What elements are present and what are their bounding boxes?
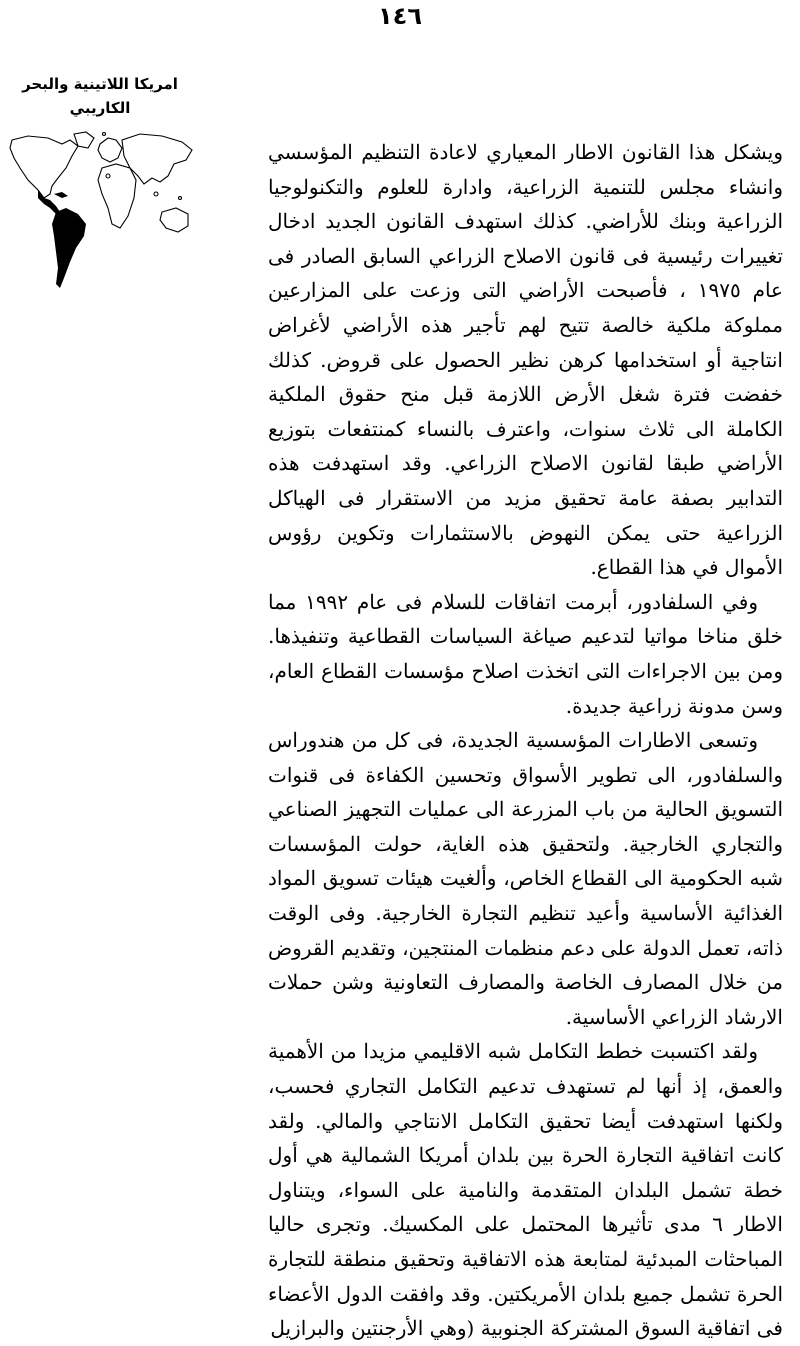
- sidebar-title-line2: الكاريبي: [69, 99, 131, 117]
- australia-shape: [160, 208, 188, 232]
- asia-shape: [122, 134, 192, 184]
- page-number: ١٤٦: [378, 2, 422, 30]
- world-map-icon: [4, 128, 196, 296]
- body-paragraph-1: ويشكل هذا القانون الاطار المعياري لاعادة التنظيم المؤسسي وانشاء مجلس للتنمية الزراعية، وادارة للعلوم والتكنولوجيا الزراعية وبنك للأراضي. كذلك استهدف القانون الجديد ادخال تغييرات رئيسية فى قانون الاصلاح الزراعي السابق الصادر فى عام ١٩٧٥ ، فأصبحت الأراضي التى وزعت على المزارعين مملوكة ملكية خالصة تتيح لهم تأجير هذه الأراضي لأغراض انتاجية أو استخدامها كرهن نظير الحصول على قروض. كذلك خفضت فترة شغل الأرض اللازمة قبل منح حقوق الملكية الكاملة الى ثلاث سنوات، واعترف بالنساء كمنتفعات بتوزيع الأراضي طبقا لقانون الاصلاح الزراعي. وقد استهدفت هذه التدابير بصفة عامة تحقيق مزيد من الاستقرار فى الهياكل الزراعية حتى يمكن النهوض بالاستثمارات وتكوين رؤوس الأموال في هذا القطاع.: [268, 140, 783, 580]
- body-paragraph-3: وتسعى الاطارات المؤسسية الجديدة، فى كل من هندوراس والسلفادور، الى تطوير الأسواق وتحسين الكفاءة فى قنوات التسويق الحالية من باب المزرعة الى عمليات التجهيز الصناعي والتجاري الخارجية. ولتحقيق هذه الغاية، حولت المؤسسات شبه الحكومية الى القطاع الخاص، وألغيت هيئات تسويق المواد الغذائية الأساسية وأعيد تنظيم التجارة الخارجية. وفى الوقت ذاته، تعمل الدولة على دعم منظمات المنتجين، وتقديم القروض من خلال المصارف الخاصة والمصارف التعاونية وشن حملات الارشاد الزراعي الأساسية.: [268, 728, 783, 1029]
- africa-shape: [98, 164, 136, 228]
- body-paragraph-4: ولقد اكتسبت خطط التكامل شبه الاقليمي مزيدا من الأهمية والعمق، إذ أنها لم تستهدف تدعيم التكامل التجاري فحسب، ولكنها استهدفت أيضا تحقيق التكامل الانتاجي والمالي. ولقد كانت اتفاقية التجارة الحرة بين بلدان أمريكا الشمالية هي أول خطة تشمل البلدان المتقدمة والنامية على السواء، ويتناول الاطار ٦ مدى تأثيرها المحتمل على المكسيك. وتجرى حاليا المباحثات المبدئية لمتابعة هذه الاتفاقية وتحقيق منطقة للتجارة الحرة تشمل جميع بلدان الأمريكتين. وقد وافقت الدول الأعضاء فى اتفاقية السوق المشتركة الجنوبية (وهي الأرجنتين والبرازيل: [268, 1039, 783, 1341]
- sidebar-title-line1: امريكا اللاتينية والبحر: [22, 75, 178, 93]
- article-body: [268, 135, 783, 1346]
- north-america-shape: [10, 136, 78, 198]
- body-paragraph-2: وفي السلفادور، أبرمت اتفاقات للسلام فى عام ١٩٩٢ مما خلق مناخا مواتيا لتدعيم صياغة السياسات القطاعية وتنفيذها. ومن بين الاجراءات التى اتخذت اصلاح مؤسسات القطاع العام، وسن مدونة زراعية جديدة.: [268, 589, 783, 718]
- caribbean-highlight: [54, 192, 68, 198]
- europe-shape: [98, 138, 122, 162]
- sidebar-region-label: [0, 72, 200, 296]
- south-america-highlight: [52, 208, 86, 288]
